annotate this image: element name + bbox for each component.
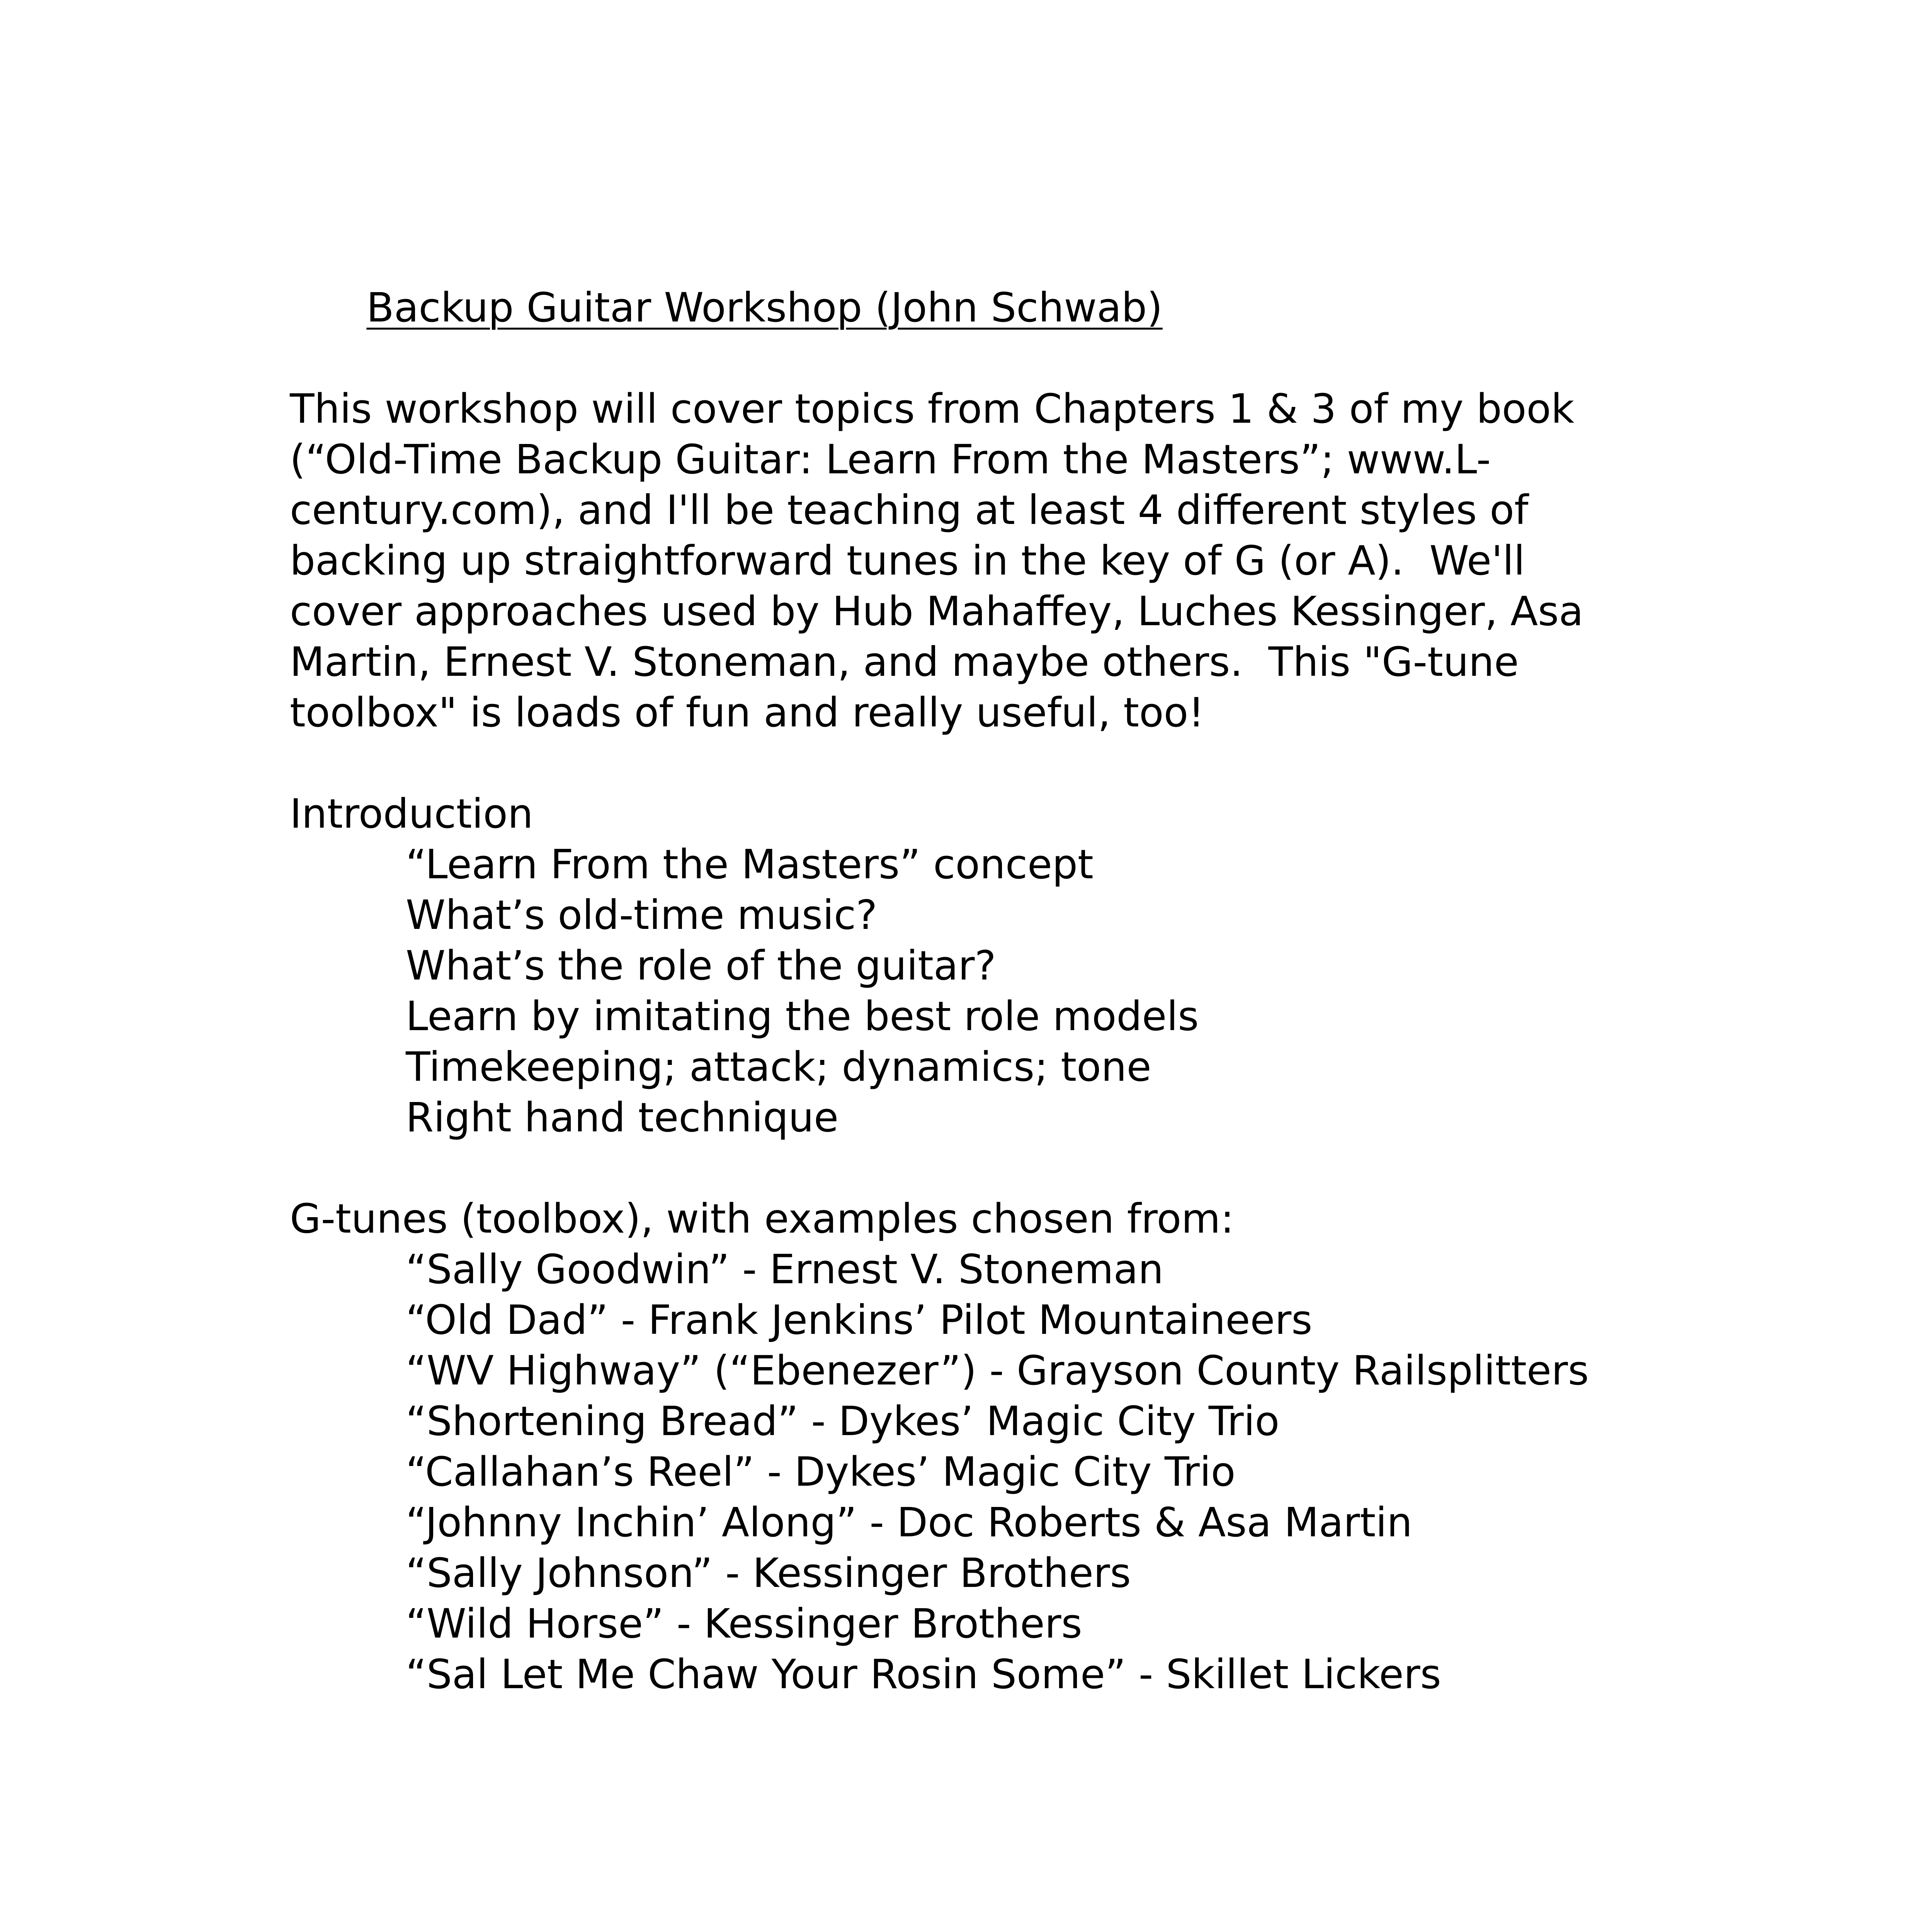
introduction-item: “Learn From the Masters” concept bbox=[406, 841, 1094, 888]
description-paragraph bbox=[290, 384, 1719, 738]
document-content bbox=[290, 232, 1719, 1700]
introduction-item: What’s old-time music? bbox=[406, 891, 878, 939]
title-line bbox=[290, 232, 1719, 384]
introduction-item: What’s the role of the guitar? bbox=[406, 942, 996, 989]
introduction-section bbox=[290, 789, 1719, 1143]
gtunes-item: “Callahan’s Reel” - Dykes’ Magic City Trio bbox=[406, 1448, 1236, 1495]
document-title: Backup Guitar Workshop (John Schwab) bbox=[366, 284, 1163, 331]
gtunes-item: “Sal Let Me Chaw Your Rosin Some” - Skillet Lickers bbox=[406, 1651, 1441, 1698]
gtunes-heading: G-tunes (toolbox), with examples chosen from: bbox=[290, 1195, 1234, 1242]
description-line: Martin, Ernest V. Stoneman, and maybe others. This "G-tune bbox=[290, 638, 1519, 685]
gtunes-item: “Shortening Bread” - Dykes’ Magic City Trio bbox=[406, 1398, 1280, 1445]
description-line: century.com), and I'll be teaching at least 4 different styles of bbox=[290, 486, 1529, 534]
description-line: This workshop will cover topics from Chapters 1 & 3 of my book bbox=[290, 385, 1575, 432]
gtunes-section bbox=[290, 1194, 1719, 1700]
gtunes-item: “Sally Goodwin” - Ernest V. Stoneman bbox=[406, 1246, 1164, 1293]
gtunes-item: “Johnny Inchin’ Along” - Doc Roberts & Asa Martin bbox=[406, 1499, 1413, 1546]
gtunes-item: “Old Dad” - Frank Jenkins’ Pilot Mountaineers bbox=[406, 1296, 1313, 1344]
description-line: backing up straightforward tunes in the key of G (or A). We'll bbox=[290, 537, 1525, 584]
introduction-item: Learn by imitating the best role models bbox=[406, 993, 1199, 1040]
description-line: (“Old-Time Backup Guitar: Learn From the Masters”; www.L- bbox=[290, 436, 1491, 483]
introduction-item: Right hand technique bbox=[406, 1094, 839, 1141]
description-line: toolbox" is loads of fun and really useful, too! bbox=[290, 689, 1204, 736]
blank-line bbox=[290, 1143, 1719, 1194]
gtunes-item: “WV Highway” (“Ebenezer”) - Grayson County Railsplitters bbox=[406, 1347, 1589, 1394]
blank-line bbox=[290, 738, 1719, 789]
gtunes-item: “Sally Johnson” - Kessinger Brothers bbox=[406, 1549, 1131, 1597]
gtunes-item: “Wild Horse” - Kessinger Brothers bbox=[406, 1600, 1082, 1647]
introduction-heading: Introduction bbox=[290, 790, 533, 837]
introduction-item: Timekeeping; attack; dynamics; tone bbox=[406, 1043, 1151, 1090]
description-line: cover approaches used by Hub Mahaffey, Luches Kessinger, Asa bbox=[290, 588, 1583, 635]
